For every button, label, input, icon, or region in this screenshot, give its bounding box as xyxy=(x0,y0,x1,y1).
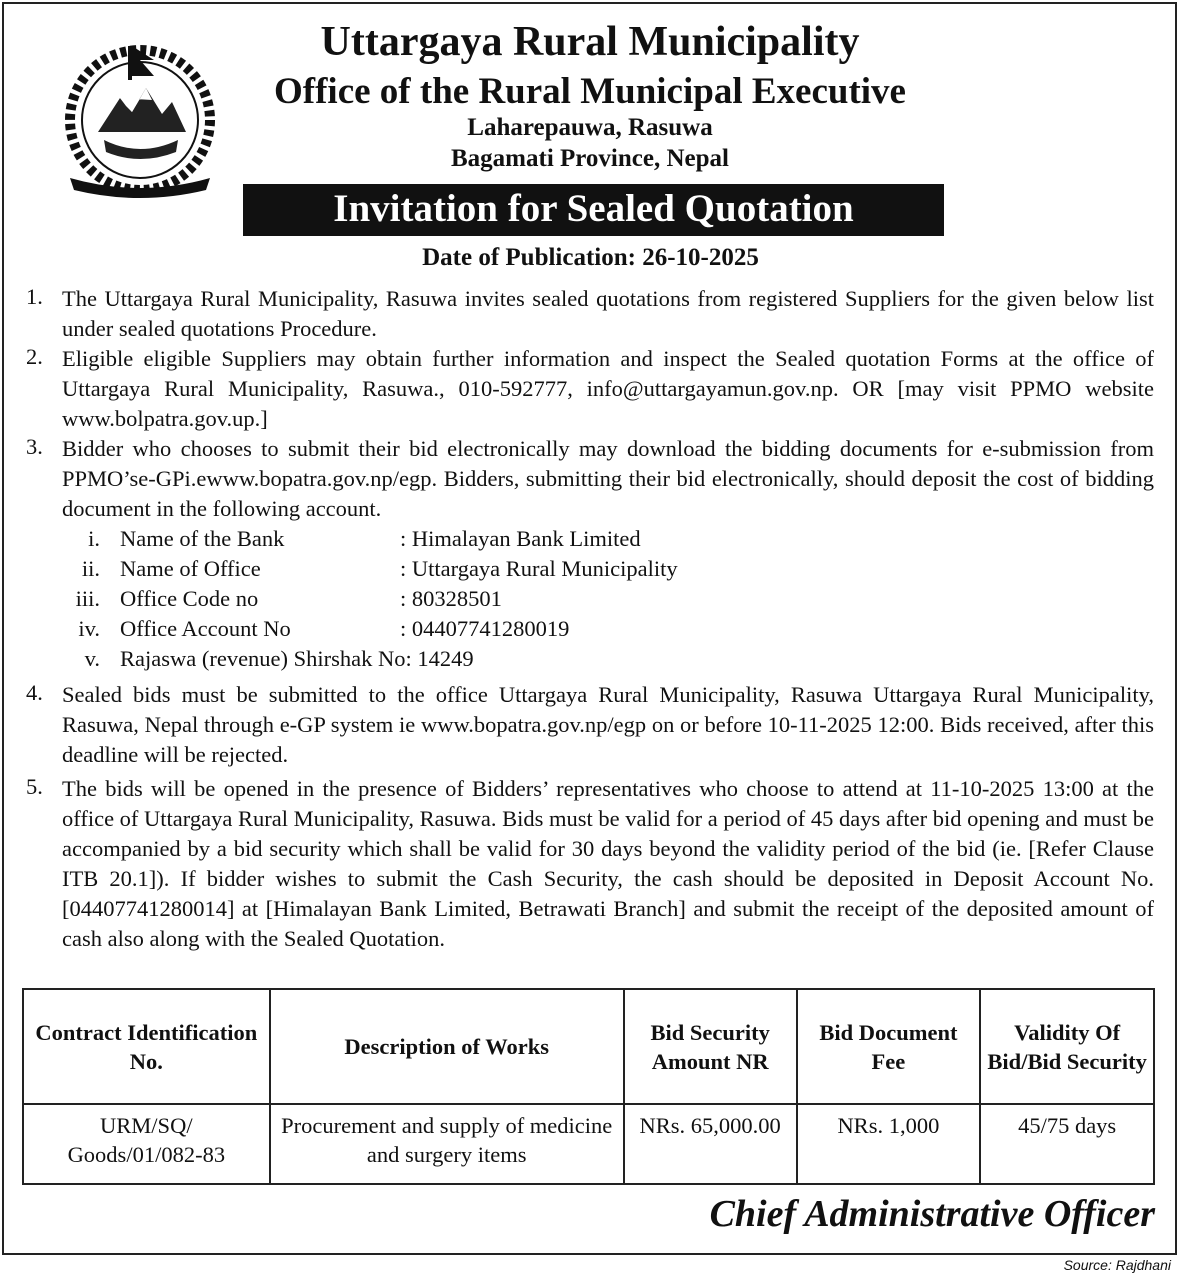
cell-bid-security: NRs. 65,000.00 xyxy=(624,1104,797,1184)
account-item-label: Name of Office xyxy=(120,556,261,581)
account-item-label: Name of the Bank xyxy=(120,526,285,551)
clause-text: The Uttargaya Rural Municipality, Rasuwa invites sealed quotations from registered Suppliers for the given below list under sealed quotations Procedure. xyxy=(62,286,1154,341)
office-title: Office of the Rural Municipal Executive xyxy=(274,71,906,112)
location-line-2: Bagamati Province, Nepal xyxy=(451,145,729,172)
clause-text: Bidder who chooses to submit their bid electronically may download the bidding documents for e-submission from PPMO’se-GPi.ewww.bopatra.gov.np/egp. Bidders, submitting their bid electronically, should deposit the cost of bidding document in the following account. xyxy=(62,436,1154,521)
clause-text: Eligible eligible Suppliers may obtain further information and inspect the Sealed quotation Forms at the office of Uttargaya Rural Municipality, Rasuwa., 010-592777, info@uttargayamun.gov.np. OR [may visit PPMO website www.bolpatra.gov.up.] xyxy=(62,346,1154,431)
table-header-row xyxy=(23,989,1154,1104)
account-item-label: Office Account No xyxy=(120,616,291,641)
table-row xyxy=(23,1104,1154,1184)
header-validity: Validity Of Bid/Bid Security xyxy=(980,989,1154,1104)
clause-text: Sealed bids must be submitted to the office Uttargaya Rural Municipality, Rasuwa Uttargaya Rural Municipality, Rasuwa, Nepal through e-GP system ie www.bopatra.gov.np/egp on or before 10-11-2025 12:00. Bids received, after this deadline will be rejected. xyxy=(62,682,1154,767)
location-line-1: Laharepauwa, Rasuwa xyxy=(467,114,713,141)
nepal-emblem-icon xyxy=(58,40,222,198)
header-document-fee: Bid Document Fee xyxy=(797,989,981,1104)
cell-document-fee: NRs. 1,000 xyxy=(797,1104,981,1184)
clause-number: 4. xyxy=(26,680,43,705)
municipality-title: Uttargaya Rural Municipality xyxy=(320,19,860,65)
account-item-number: iii. xyxy=(75,586,100,611)
clause-number: 1. xyxy=(26,284,43,309)
header-contract-id: Contract Identification No. xyxy=(23,989,270,1104)
cell-description: Procurement and supply of medicine and surgery items xyxy=(270,1104,624,1184)
clause-number: 2. xyxy=(26,344,43,369)
account-item-value: : Uttargaya Rural Municipality xyxy=(400,556,678,581)
cell-validity: 45/75 days xyxy=(980,1104,1154,1184)
account-item-number: ii. xyxy=(81,556,100,581)
account-item-value: : Himalayan Bank Limited xyxy=(400,526,641,551)
works-table xyxy=(22,988,1155,1185)
notice-banner: Invitation for Sealed Quotation xyxy=(243,184,944,236)
clause-text: The bids will be opened in the presence of Bidders’ representatives who choose to attend at 11-10-2025 13:00 at the office of Uttargaya Rural Municipality, Rasuwa. Bids must be valid for a period of 45 days after bid opening and must be accompanied by a bid security which shall be valid for 30 days beyond the validity period of the bid (ie. [Refer Clause ITB 20.1]). If bidder wishes to submit the Cash Security, the cash should be deposited in Deposit Account No. [04407741280014] at [Himalayan Bank Limited, Betrawati Branch] and submit the receipt of the deposited amount of cash also along with the Sealed Quotation. xyxy=(62,776,1154,951)
account-item-value: : 80328501 xyxy=(400,586,502,611)
clause-number: 5. xyxy=(26,774,43,799)
account-item-value: : 04407741280019 xyxy=(400,616,570,641)
signatory-title: Chief Administrative Officer xyxy=(709,1193,1155,1235)
cell-contract-id: URM/SQ/ Goods/01/082-83 xyxy=(23,1104,270,1184)
account-item-number: i. xyxy=(88,526,100,551)
account-item-number: v. xyxy=(84,646,100,671)
clause-number: 3. xyxy=(26,434,43,459)
account-item-label: Office Code no xyxy=(120,586,259,611)
source-credit: Source: Rajdhani xyxy=(1063,1257,1171,1273)
account-item-label: Rajaswa (revenue) Shirshak No: 14249 xyxy=(120,646,474,671)
publication-date: Date of Publication: 26-10-2025 xyxy=(422,244,759,271)
account-item-number: iv. xyxy=(78,616,100,641)
header-description: Description of Works xyxy=(270,989,624,1104)
header-bid-security: Bid Security Amount NR xyxy=(624,989,797,1104)
